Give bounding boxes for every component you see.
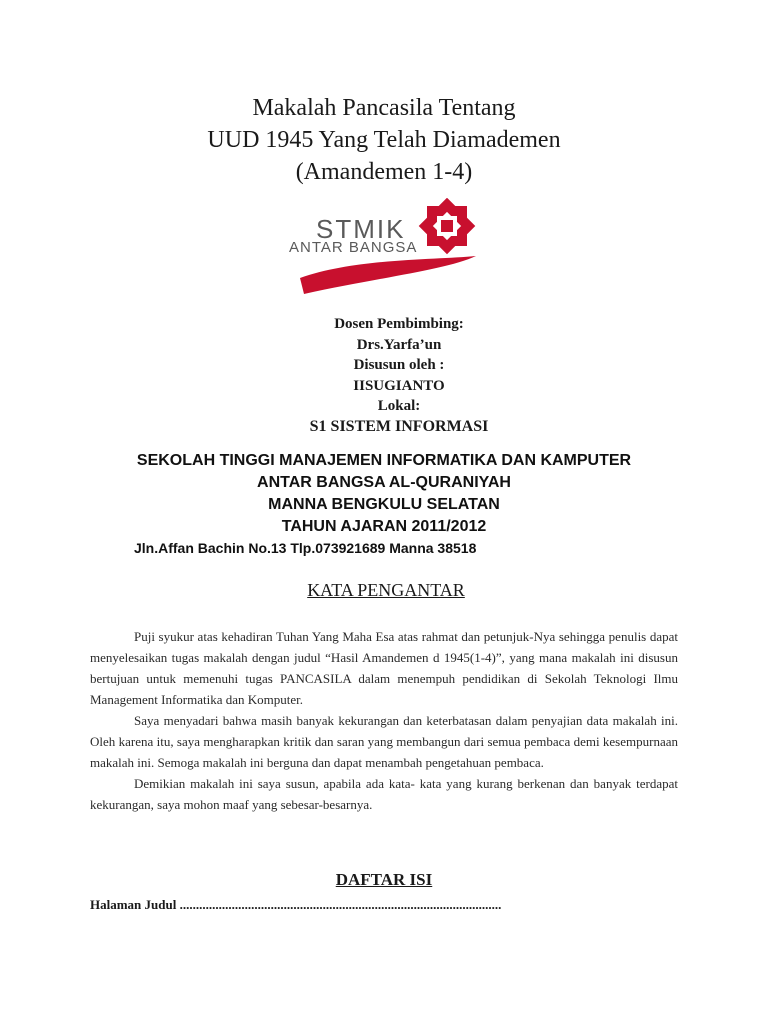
school-line-3: MANNA BENGKULU SELATAN	[268, 496, 500, 513]
logo-name-line-2: ANTAR BANGSA	[289, 239, 418, 256]
author-name: IISUGIANTO	[353, 377, 445, 394]
paragraph: Saya menyadari bahwa masih banyak kekurangan dan keterbatasan dalam penyajian data makalah ini. Oleh karena itu, saya mengharapkan kritik dan saran yang membangun dari semua pembaca demi kesempurnaan makalah ini. Semoga makalah ini berguna dan dapat menambah pengetahuan pembaca.	[90, 713, 678, 770]
kata-pengantar-heading: KATA PENGANTAR	[307, 580, 465, 600]
stmik-logo	[286, 198, 486, 296]
title-line-1: Makalah Pancasila Tentang	[252, 95, 516, 121]
toc-entry	[90, 897, 690, 913]
document-title	[0, 92, 768, 188]
school-block	[0, 450, 768, 538]
submission-info	[0, 314, 768, 437]
major: S1 SISTEM INFORMASI	[309, 417, 489, 435]
logo-emblem	[419, 198, 476, 254]
logo-name-line-1: STMIK	[316, 214, 406, 244]
school-line-4: TAHUN AJARAN 2011/2012	[281, 518, 487, 535]
paragraph: Puji syukur atas kehadiran Tuhan Yang Maha Esa atas rahmat dan petunjuk-Nya sehingga penulis dapat menyelesaikan tugas makalah dengan judul “Hasil Amandemen d 1945(1-4)”, yang mana makalah ini disusun bertujuan untuk memenuhi tugas PANCASILA dalam menempuh pendidikan di Sekolah Teknologi Ilmu Management Informatika dan Komputer.	[90, 629, 678, 707]
paragraph: Demikian makalah ini saya susun, apabila ada kata- kata yang kurang berkenan dan banyak terdapat kekurangan, saya mohon maaf yang sebesar-besarnya.	[90, 776, 678, 812]
supervisor-label: Dosen Pembimbing:	[334, 316, 464, 332]
title-line-3: (Amandemen 1-4)	[295, 159, 473, 185]
supervisor-name: Drs.Yarfa’un	[356, 336, 442, 353]
kata-pengantar-body	[90, 626, 678, 815]
class-label: Lokal:	[377, 398, 421, 414]
school-address: Jln.Affan Bachin No.13 Tlp.073921689 Manna 38518	[134, 540, 477, 556]
toc-entry-leader: ...................................................................................................	[179, 897, 502, 912]
toc-entry-label: Halaman Judul	[90, 897, 177, 912]
school-line-1: SEKOLAH TINGGI MANAJEMEN INFORMATIKA DAN KAMPUTER	[136, 452, 632, 469]
title-line-2: UUD 1945 Yang Telah Diamademen	[207, 127, 561, 153]
school-line-2: ANTAR BANGSA AL-QURANIYAH	[257, 474, 511, 491]
author-label: Disusun oleh :	[353, 357, 445, 373]
daftar-isi-heading: DAFTAR ISI	[335, 870, 433, 889]
logo-swoosh	[300, 256, 476, 294]
